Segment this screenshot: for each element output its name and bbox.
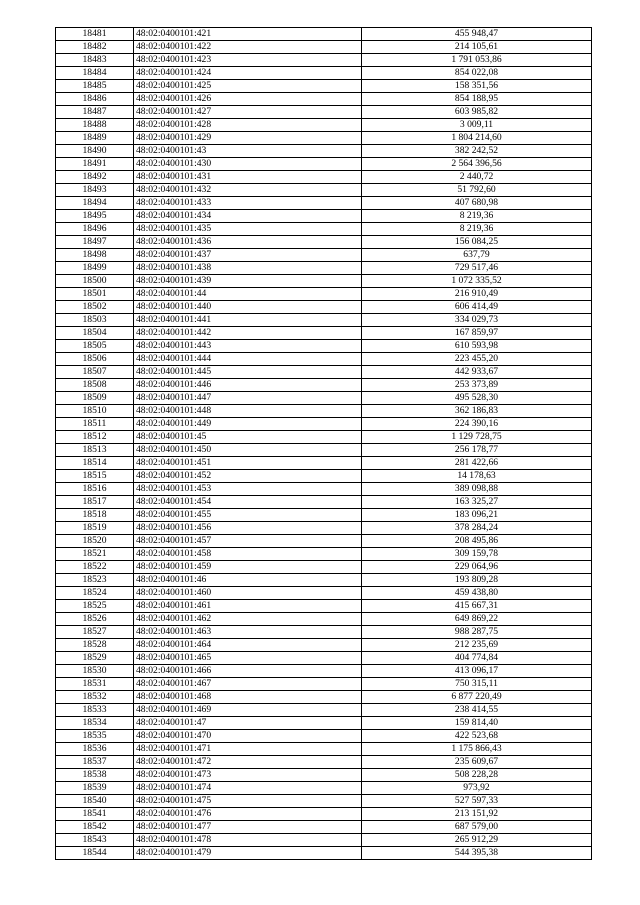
cadastral-value-cell: 51 792,60: [362, 184, 592, 197]
cadastral-value-cell: 213 151,92: [362, 808, 592, 821]
row-number-cell: 18508: [56, 379, 134, 392]
cadastral-value-cell: 8 219,36: [362, 210, 592, 223]
row-number-cell: 18495: [56, 210, 134, 223]
table-row: [56, 184, 592, 197]
table-row: [56, 587, 592, 600]
table-row: [56, 847, 592, 860]
cadastral-value-cell: 610 593,98: [362, 340, 592, 353]
row-number-cell: 18529: [56, 652, 134, 665]
cadastral-value-cell: 238 414,55: [362, 704, 592, 717]
cadastral-number-cell: 48:02:0400101:426: [134, 93, 362, 106]
table-row: [56, 626, 592, 639]
cadastral-value-cell: 3 009,11: [362, 119, 592, 132]
table-row: [56, 67, 592, 80]
cadastral-number-cell: 48:02:0400101:437: [134, 249, 362, 262]
cadastral-value-cell: 265 912,29: [362, 834, 592, 847]
row-number-cell: 18500: [56, 275, 134, 288]
cadastral-number-cell: 48:02:0400101:470: [134, 730, 362, 743]
cadastral-number-cell: 48:02:0400101:433: [134, 197, 362, 210]
cadastral-value-cell: 442 933,67: [362, 366, 592, 379]
cadastral-value-cell: 224 390,16: [362, 418, 592, 431]
row-number-cell: 18515: [56, 470, 134, 483]
cadastral-value-cell: 214 105,61: [362, 41, 592, 54]
cadastral-number-cell: 48:02:0400101:460: [134, 587, 362, 600]
table-row: [56, 249, 592, 262]
table-row: [56, 158, 592, 171]
row-number-cell: 18496: [56, 223, 134, 236]
row-number-cell: 18484: [56, 67, 134, 80]
cadastral-number-cell: 48:02:0400101:44: [134, 288, 362, 301]
row-number-cell: 18488: [56, 119, 134, 132]
cadastral-number-cell: 48:02:0400101:471: [134, 743, 362, 756]
cadastral-number-cell: 48:02:0400101:438: [134, 262, 362, 275]
row-number-cell: 18493: [56, 184, 134, 197]
table-row: [56, 561, 592, 574]
row-number-cell: 18494: [56, 197, 134, 210]
table-row: [56, 288, 592, 301]
table-row: [56, 314, 592, 327]
cadastral-number-cell: 48:02:0400101:45: [134, 431, 362, 444]
row-number-cell: 18517: [56, 496, 134, 509]
cadastral-value-cell: 253 373,89: [362, 379, 592, 392]
table-row: [56, 236, 592, 249]
table-row: [56, 808, 592, 821]
cadastral-value-cell: 544 395,38: [362, 847, 592, 860]
table-row: [56, 639, 592, 652]
cadastral-value-cell: 229 064,96: [362, 561, 592, 574]
table-row: [56, 730, 592, 743]
cadastral-number-cell: 48:02:0400101:423: [134, 54, 362, 67]
row-number-cell: 18528: [56, 639, 134, 652]
table-row: [56, 509, 592, 522]
table-row: [56, 444, 592, 457]
cadastral-number-cell: 48:02:0400101:442: [134, 327, 362, 340]
table-row: [56, 665, 592, 678]
row-number-cell: 18490: [56, 145, 134, 158]
cadastral-value-cell: 1 791 053,86: [362, 54, 592, 67]
row-number-cell: 18492: [56, 171, 134, 184]
cadastral-number-cell: 48:02:0400101:466: [134, 665, 362, 678]
row-number-cell: 18533: [56, 704, 134, 717]
cadastral-value-cell: 750 315,11: [362, 678, 592, 691]
row-number-cell: 18483: [56, 54, 134, 67]
cadastral-number-cell: 48:02:0400101:453: [134, 483, 362, 496]
cadastral-number-cell: 48:02:0400101:421: [134, 28, 362, 41]
table-row: [56, 795, 592, 808]
cadastral-number-cell: 48:02:0400101:434: [134, 210, 362, 223]
row-number-cell: 18537: [56, 756, 134, 769]
cadastral-number-cell: 48:02:0400101:474: [134, 782, 362, 795]
cadastral-number-cell: 48:02:0400101:441: [134, 314, 362, 327]
cadastral-value-cell: 193 809,28: [362, 574, 592, 587]
table-row: [56, 301, 592, 314]
table-row: [56, 548, 592, 561]
cadastral-value-cell: 637,79: [362, 249, 592, 262]
cadastral-number-cell: 48:02:0400101:476: [134, 808, 362, 821]
cadastral-number-cell: 48:02:0400101:475: [134, 795, 362, 808]
cadastral-value-cell: 729 517,46: [362, 262, 592, 275]
cadastral-number-cell: 48:02:0400101:431: [134, 171, 362, 184]
cadastral-number-cell: 48:02:0400101:473: [134, 769, 362, 782]
table-row: [56, 600, 592, 613]
table-body: [56, 28, 592, 860]
row-number-cell: 18512: [56, 431, 134, 444]
row-number-cell: 18535: [56, 730, 134, 743]
cadastral-number-cell: 48:02:0400101:439: [134, 275, 362, 288]
row-number-cell: 18525: [56, 600, 134, 613]
row-number-cell: 18518: [56, 509, 134, 522]
row-number-cell: 18542: [56, 821, 134, 834]
row-number-cell: 18522: [56, 561, 134, 574]
cadastral-value-cell: 415 667,31: [362, 600, 592, 613]
table-row: [56, 418, 592, 431]
cadastral-number-cell: 48:02:0400101:447: [134, 392, 362, 405]
cadastral-value-cell: 973,92: [362, 782, 592, 795]
table-row: [56, 93, 592, 106]
cadastral-value-cell: 235 609,67: [362, 756, 592, 769]
cadastral-value-cell: 1 175 866,43: [362, 743, 592, 756]
cadastral-number-cell: 48:02:0400101:444: [134, 353, 362, 366]
row-number-cell: 18498: [56, 249, 134, 262]
cadastral-number-cell: 48:02:0400101:449: [134, 418, 362, 431]
table-row: [56, 704, 592, 717]
document-page: [55, 27, 591, 860]
cadastral-number-cell: 48:02:0400101:429: [134, 132, 362, 145]
cadastral-number-cell: 48:02:0400101:450: [134, 444, 362, 457]
table-row: [56, 405, 592, 418]
cadastral-number-cell: 48:02:0400101:469: [134, 704, 362, 717]
row-number-cell: 18521: [56, 548, 134, 561]
table-row: [56, 678, 592, 691]
cadastral-number-cell: 48:02:0400101:456: [134, 522, 362, 535]
cadastral-number-cell: 48:02:0400101:454: [134, 496, 362, 509]
table-row: [56, 262, 592, 275]
row-number-cell: 18506: [56, 353, 134, 366]
row-number-cell: 18481: [56, 28, 134, 41]
cadastral-value-cell: 362 186,83: [362, 405, 592, 418]
cadastral-value-cell: 1 129 728,75: [362, 431, 592, 444]
cadastral-number-cell: 48:02:0400101:424: [134, 67, 362, 80]
table-row: [56, 80, 592, 93]
table-row: [56, 457, 592, 470]
row-number-cell: 18486: [56, 93, 134, 106]
cadastral-number-cell: 48:02:0400101:43: [134, 145, 362, 158]
cadastral-number-cell: 48:02:0400101:448: [134, 405, 362, 418]
row-number-cell: 18524: [56, 587, 134, 600]
cadastral-number-cell: 48:02:0400101:455: [134, 509, 362, 522]
cadastral-value-cell: 606 414,49: [362, 301, 592, 314]
table-row: [56, 574, 592, 587]
cadastral-number-cell: 48:02:0400101:46: [134, 574, 362, 587]
row-number-cell: 18514: [56, 457, 134, 470]
cadastral-value-cell: 256 178,77: [362, 444, 592, 457]
cadastral-value-cell: 988 287,75: [362, 626, 592, 639]
row-number-cell: 18501: [56, 288, 134, 301]
table-row: [56, 41, 592, 54]
cadastral-number-cell: 48:02:0400101:458: [134, 548, 362, 561]
cadastral-number-cell: 48:02:0400101:467: [134, 678, 362, 691]
cadastral-value-cell: 378 284,24: [362, 522, 592, 535]
row-number-cell: 18534: [56, 717, 134, 730]
row-number-cell: 18532: [56, 691, 134, 704]
table-row: [56, 275, 592, 288]
row-number-cell: 18516: [56, 483, 134, 496]
table-row: [56, 119, 592, 132]
cadastral-number-cell: 48:02:0400101:428: [134, 119, 362, 132]
cadastral-value-cell: 459 438,80: [362, 587, 592, 600]
table-row: [56, 28, 592, 41]
cadastral-value-cell: 281 422,66: [362, 457, 592, 470]
table-row: [56, 743, 592, 756]
cadastral-number-cell: 48:02:0400101:457: [134, 535, 362, 548]
row-number-cell: 18531: [56, 678, 134, 691]
table-row: [56, 652, 592, 665]
row-number-cell: 18485: [56, 80, 134, 93]
cadastral-number-cell: 48:02:0400101:430: [134, 158, 362, 171]
table-row: [56, 834, 592, 847]
row-number-cell: 18503: [56, 314, 134, 327]
row-number-cell: 18507: [56, 366, 134, 379]
table-row: [56, 132, 592, 145]
cadastral-value-cell: 854 022,08: [362, 67, 592, 80]
row-number-cell: 18513: [56, 444, 134, 457]
table-row: [56, 756, 592, 769]
cadastral-number-cell: 48:02:0400101:477: [134, 821, 362, 834]
cadastral-value-cell: 163 325,27: [362, 496, 592, 509]
row-number-cell: 18489: [56, 132, 134, 145]
cadastral-number-cell: 48:02:0400101:425: [134, 80, 362, 93]
cadastral-value-cell: 603 985,82: [362, 106, 592, 119]
row-number-cell: 18527: [56, 626, 134, 639]
cadastral-value-cell: 1 072 335,52: [362, 275, 592, 288]
cadastral-value-cell: 156 084,25: [362, 236, 592, 249]
row-number-cell: 18544: [56, 847, 134, 860]
table-row: [56, 340, 592, 353]
cadastral-number-cell: 48:02:0400101:440: [134, 301, 362, 314]
cadastral-value-cell: 208 495,86: [362, 535, 592, 548]
row-number-cell: 18510: [56, 405, 134, 418]
table-row: [56, 717, 592, 730]
cadastral-value-cell: 2 564 396,56: [362, 158, 592, 171]
row-number-cell: 18526: [56, 613, 134, 626]
row-number-cell: 18543: [56, 834, 134, 847]
table-row: [56, 782, 592, 795]
row-number-cell: 18520: [56, 535, 134, 548]
cadastral-value-cell: 183 096,21: [362, 509, 592, 522]
cadastral-number-cell: 48:02:0400101:422: [134, 41, 362, 54]
row-number-cell: 18497: [56, 236, 134, 249]
cadastral-number-cell: 48:02:0400101:443: [134, 340, 362, 353]
cadastral-value-cell: 159 814,40: [362, 717, 592, 730]
table-row: [56, 769, 592, 782]
cadastral-value-cell: 334 029,73: [362, 314, 592, 327]
row-number-cell: 18519: [56, 522, 134, 535]
cadastral-number-cell: 48:02:0400101:452: [134, 470, 362, 483]
cadastral-number-cell: 48:02:0400101:47: [134, 717, 362, 730]
cadastral-number-cell: 48:02:0400101:462: [134, 613, 362, 626]
table-row: [56, 483, 592, 496]
row-number-cell: 18530: [56, 665, 134, 678]
cadastral-value-cell: 212 235,69: [362, 639, 592, 652]
table-row: [56, 54, 592, 67]
cadastral-value-cell: 389 098,88: [362, 483, 592, 496]
cadastral-value-cell: 495 528,30: [362, 392, 592, 405]
table-row: [56, 223, 592, 236]
cadastral-value-cell: 649 869,22: [362, 613, 592, 626]
row-number-cell: 18509: [56, 392, 134, 405]
table-row: [56, 145, 592, 158]
cadastral-value-cell: 687 579,00: [362, 821, 592, 834]
cadastral-value-cell: 413 096,17: [362, 665, 592, 678]
cadastral-value-cell: 216 910,49: [362, 288, 592, 301]
table-row: [56, 470, 592, 483]
cadastral-number-cell: 48:02:0400101:435: [134, 223, 362, 236]
cadastral-value-cell: 527 597,33: [362, 795, 592, 808]
row-number-cell: 18504: [56, 327, 134, 340]
table-row: [56, 353, 592, 366]
cadastral-value-cell: 404 774,84: [362, 652, 592, 665]
cadastral-value-cell: 1 804 214,60: [362, 132, 592, 145]
row-number-cell: 18499: [56, 262, 134, 275]
cadastral-number-cell: 48:02:0400101:463: [134, 626, 362, 639]
row-number-cell: 18482: [56, 41, 134, 54]
table-row: [56, 691, 592, 704]
cadastral-value-cell: 167 859,97: [362, 327, 592, 340]
cadastral-number-cell: 48:02:0400101:451: [134, 457, 362, 470]
table-row: [56, 197, 592, 210]
table-row: [56, 366, 592, 379]
cadastral-number-cell: 48:02:0400101:432: [134, 184, 362, 197]
cadastral-value-cell: 8 219,36: [362, 223, 592, 236]
cadastral-number-cell: 48:02:0400101:445: [134, 366, 362, 379]
cadastral-value-cell: 14 178,63: [362, 470, 592, 483]
cadastral-value-cell: 854 188,95: [362, 93, 592, 106]
table-row: [56, 821, 592, 834]
table-row: [56, 379, 592, 392]
cadastral-number-cell: 48:02:0400101:468: [134, 691, 362, 704]
cadastral-number-cell: 48:02:0400101:461: [134, 600, 362, 613]
table-row: [56, 327, 592, 340]
table-row: [56, 496, 592, 509]
cadastral-number-cell: 48:02:0400101:427: [134, 106, 362, 119]
cadastral-number-cell: 48:02:0400101:464: [134, 639, 362, 652]
cadastral-value-cell: 455 948,47: [362, 28, 592, 41]
row-number-cell: 18511: [56, 418, 134, 431]
table-row: [56, 431, 592, 444]
row-number-cell: 18502: [56, 301, 134, 314]
row-number-cell: 18540: [56, 795, 134, 808]
cadastral-value-table: [55, 27, 592, 860]
table-row: [56, 392, 592, 405]
row-number-cell: 18505: [56, 340, 134, 353]
cadastral-value-cell: 422 523,68: [362, 730, 592, 743]
row-number-cell: 18523: [56, 574, 134, 587]
row-number-cell: 18491: [56, 158, 134, 171]
cadastral-number-cell: 48:02:0400101:478: [134, 834, 362, 847]
cadastral-value-cell: 382 242,52: [362, 145, 592, 158]
cadastral-number-cell: 48:02:0400101:446: [134, 379, 362, 392]
table-row: [56, 613, 592, 626]
table-row: [56, 210, 592, 223]
cadastral-value-cell: 6 877 220,49: [362, 691, 592, 704]
cadastral-value-cell: 2 440,72: [362, 171, 592, 184]
cadastral-number-cell: 48:02:0400101:472: [134, 756, 362, 769]
row-number-cell: 18541: [56, 808, 134, 821]
table-row: [56, 522, 592, 535]
row-number-cell: 18536: [56, 743, 134, 756]
cadastral-number-cell: 48:02:0400101:459: [134, 561, 362, 574]
cadastral-value-cell: 309 159,78: [362, 548, 592, 561]
table-row: [56, 171, 592, 184]
cadastral-value-cell: 508 228,28: [362, 769, 592, 782]
cadastral-number-cell: 48:02:0400101:436: [134, 236, 362, 249]
cadastral-number-cell: 48:02:0400101:465: [134, 652, 362, 665]
table-row: [56, 106, 592, 119]
row-number-cell: 18539: [56, 782, 134, 795]
row-number-cell: 18487: [56, 106, 134, 119]
cadastral-value-cell: 158 351,56: [362, 80, 592, 93]
cadastral-value-cell: 407 680,98: [362, 197, 592, 210]
cadastral-value-cell: 223 455,20: [362, 353, 592, 366]
table-row: [56, 535, 592, 548]
cadastral-number-cell: 48:02:0400101:479: [134, 847, 362, 860]
row-number-cell: 18538: [56, 769, 134, 782]
